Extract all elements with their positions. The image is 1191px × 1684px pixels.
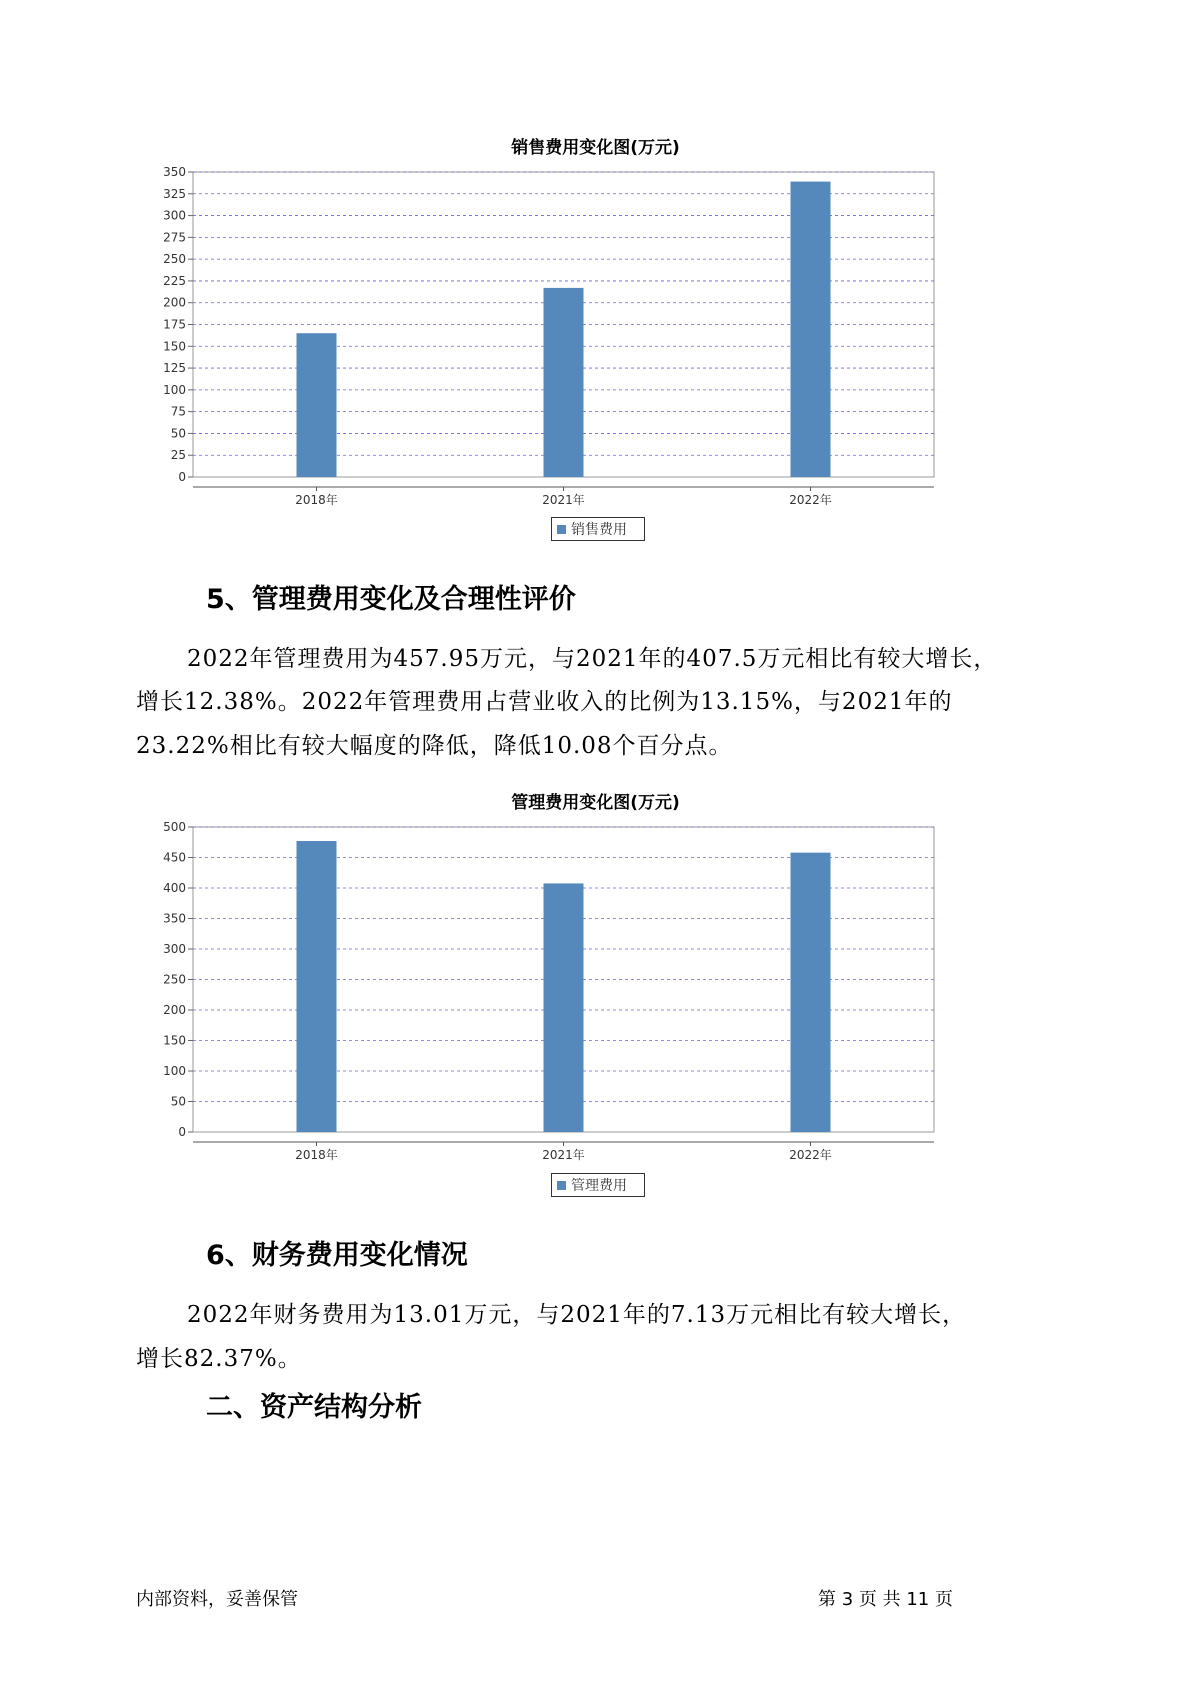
y-tick-label: 275: [163, 230, 186, 245]
bar-2022年: [791, 182, 831, 477]
x-tick-label: 2021年: [542, 1148, 585, 1162]
y-tick-label: 400: [163, 881, 186, 895]
legend-swatch: [557, 1181, 566, 1190]
y-tick-label: 450: [163, 850, 186, 865]
y-tick-label: 125: [163, 361, 186, 376]
section-5-line-3: 23.22%相比有较大幅度的降低，降低10.08个百分点。: [136, 733, 733, 759]
y-tick-label: 100: [163, 382, 186, 397]
admin-expense-chart: [150, 815, 1020, 1215]
y-tick-label: 200: [163, 1003, 186, 1017]
section-6-line-1: 2022年财务费用为13.01万元，与2021年的7.13万元相比有较大增长，: [187, 1302, 967, 1328]
y-tick-label: 0: [178, 470, 186, 484]
y-tick-label: 100: [163, 1064, 186, 1078]
legend-label: 管理费用: [571, 1178, 627, 1194]
y-tick-label: 0: [178, 1125, 186, 1139]
y-tick-label: 175: [163, 317, 186, 332]
bar-2022年: [791, 853, 831, 1132]
admin-expense-legend: [551, 1173, 645, 1197]
bar-2021年: [544, 288, 584, 477]
footer-confidential: 内部资料，妥善保管: [136, 1589, 298, 1610]
bar-2021年: [544, 883, 584, 1132]
legend-label: 销售费用: [571, 522, 627, 538]
sales-expense-chart-title: 销售费用变化图(万元): [511, 138, 680, 158]
y-tick-label: 250: [163, 252, 186, 267]
y-tick-label: 300: [163, 942, 186, 956]
sales-expense-chart: [150, 160, 1020, 560]
section-5-line-2: 增长12.38%。2022年管理费用占营业收入的比例为13.15%，与2021年的: [136, 689, 953, 715]
x-tick-label: 2018年: [295, 493, 338, 507]
y-tick-label: 250: [163, 972, 186, 987]
y-tick-label: 325: [163, 186, 186, 201]
y-tick-label: 150: [163, 339, 186, 354]
footer-page-number: 第 3 页 共 11 页: [818, 1589, 953, 1610]
section-6-heading: 6、财务费用变化情况: [206, 1240, 468, 1271]
admin-expense-chart-title: 管理费用变化图(万元): [511, 793, 680, 813]
y-tick-label: 50: [170, 1094, 186, 1109]
x-tick-label: 2022年: [789, 493, 832, 507]
section-5-heading: 5、管理费用变化及合理性评价: [206, 584, 576, 615]
bar-2018年: [297, 841, 337, 1132]
section-two-heading: 二、资产结构分析: [206, 1392, 422, 1423]
y-tick-label: 225: [163, 273, 186, 288]
sales-expense-legend: [551, 517, 645, 541]
section-5-line-1: 2022年管理费用为457.95万元，与2021年的407.5万元相比有较大增长，: [187, 646, 998, 672]
section-6-line-2: 增长82.37%。: [136, 1346, 302, 1372]
y-tick-label: 150: [163, 1033, 186, 1048]
y-tick-label: 25: [170, 448, 186, 463]
y-tick-label: 200: [163, 295, 186, 310]
x-tick-label: 2022年: [789, 1148, 832, 1162]
y-tick-label: 500: [163, 820, 186, 834]
x-tick-label: 2018年: [295, 1148, 338, 1162]
bar-2018年: [297, 333, 337, 477]
x-tick-label: 2021年: [542, 493, 585, 507]
legend-swatch: [557, 525, 566, 534]
y-tick-label: 50: [170, 426, 186, 441]
y-tick-label: 350: [163, 911, 186, 926]
y-tick-label: 350: [163, 165, 186, 179]
y-tick-label: 300: [163, 208, 186, 223]
y-tick-label: 75: [170, 404, 186, 419]
